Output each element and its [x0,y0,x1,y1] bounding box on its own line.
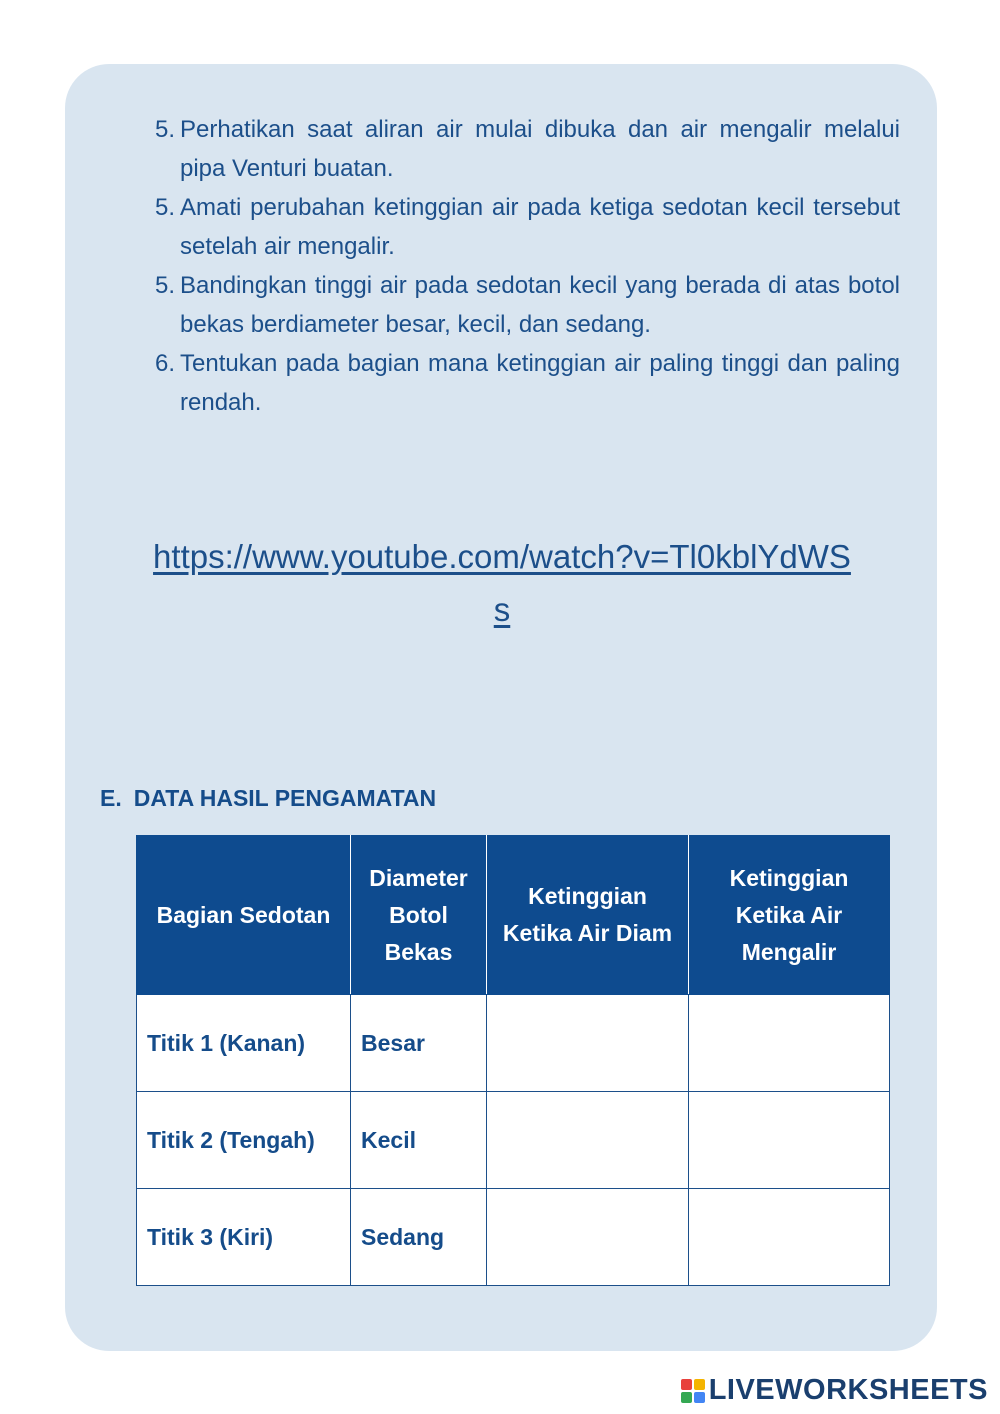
answer-cell-flowing[interactable] [689,995,890,1092]
cell-part: Titik 1 (Kanan) [137,995,351,1092]
column-header-flowing-height: Ketinggian Ketika Air Mengalir [689,836,890,995]
step-number: 6. [155,350,176,377]
step-number: 5. [155,194,176,221]
step-text: Tentukan pada bagian mana ketinggian air paling tinggi dan paling rendah. [180,350,900,416]
column-header-still-height: Ketinggian Ketika Air Diam [487,836,689,995]
cell-diameter: Besar [351,995,487,1092]
answer-cell-still[interactable] [487,1092,689,1189]
cell-diameter: Kecil [351,1092,487,1189]
section-letter: E. [100,785,122,811]
youtube-video-link[interactable]: https://www.youtube.com/watch?v=Tl0kblYdWSs [153,538,851,628]
answer-cell-still[interactable] [487,995,689,1092]
procedure-step [155,344,900,422]
step-number: 5. [155,272,176,299]
step-text: Perhatikan saat aliran air mulai dibuka dan air mengalir melalui pipa Venturi buatan. [180,116,900,182]
answer-cell-still[interactable] [487,1189,689,1286]
liveworksheets-logo-icon [681,1379,705,1403]
procedure-step [155,188,900,266]
step-text: Bandingkan tinggi air pada sedotan kecil yang berada di atas botol bekas berdiameter besar, kecil, dan sedang. [180,272,900,338]
cell-part: Titik 3 (Kiri) [137,1189,351,1286]
answer-cell-flowing[interactable] [689,1092,890,1189]
procedure-step [155,266,900,344]
procedure-step [155,110,900,188]
section-heading [100,783,436,813]
step-number: 5. [155,116,176,143]
cell-diameter: Sedang [351,1189,487,1286]
step-text: Amati perubahan ketinggian air pada ketiga sedotan kecil tersebut setelah air mengalir. [180,194,900,260]
observation-table [136,835,890,1286]
table-header-row [137,836,890,995]
logo-square [681,1392,692,1403]
procedure-steps [155,110,900,422]
logo-text: LIVEWORKSHEETS [708,1374,988,1406]
table-row [137,1189,890,1286]
column-header-diameter: Diameter Botol Bekas [351,836,487,995]
logo-square [694,1379,705,1390]
table-row [137,995,890,1092]
answer-cell-flowing[interactable] [689,1189,890,1286]
liveworksheets-logo[interactable] [681,1374,988,1407]
table-row [137,1092,890,1189]
logo-square [681,1379,692,1390]
column-header-part: Bagian Sedotan [137,836,351,995]
logo-square [694,1392,705,1403]
section-title: DATA HASIL PENGAMATAN [133,785,437,811]
cell-part: Titik 2 (Tengah) [137,1092,351,1189]
